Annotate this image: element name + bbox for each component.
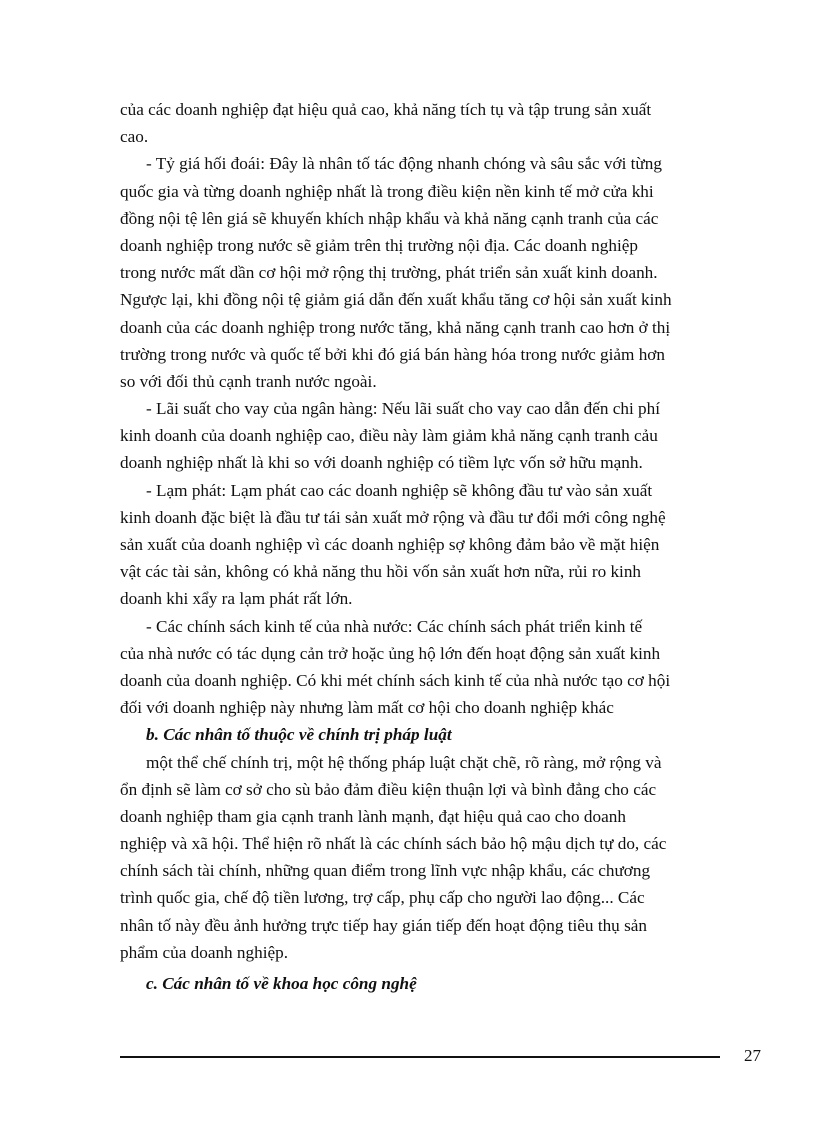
body-line: doanh khi xẩy ra lạm phát rất lớn. [120, 589, 353, 609]
body-line: - Lạm phát: Lạm phát cao các doanh nghiệp sẽ không đầu tư vào sản xuất [146, 480, 653, 500]
body-line: - Lãi suất cho vay của ngân hàng: Nếu lãi suất cho vay cao dẫn đến chi phí [146, 399, 661, 419]
body-line: trình quốc gia, chế độ tiền lương, trợ cấp, phụ cấp cho người lao động... Các [120, 888, 645, 908]
document-body [120, 96, 742, 997]
body-line: doanh nghiệp trong nước sẽ giảm trên thị trường nội địa. Các doanh nghiệp [120, 235, 638, 255]
body-line: so với đối thủ cạnh tranh nước ngoài. [120, 371, 377, 391]
body-line: doanh nghiệp nhất là khi so với doanh nghiệp có tiềm lực vốn sở hữu mạnh. [120, 453, 643, 473]
footer-divider [120, 1056, 720, 1058]
body-line: - Các chính sách kinh tế của nhà nước: Các chính sách phát triển kinh tế [146, 616, 643, 636]
body-line: của các doanh nghiệp đạt hiệu quả cao, khả năng tích tụ và tập trung sản xuất [120, 100, 652, 119]
body-line: kinh doanh của doanh nghiệp cao, điều này làm giảm khả năng cạnh tranh cảu [120, 426, 658, 446]
body-line: doanh nghiệp tham gia cạnh tranh lành mạnh, đạt hiệu quả cao cho doanh [120, 806, 626, 826]
body-line: cao. [120, 127, 149, 147]
body-line: Ngược lại, khi đồng nội tệ giảm giá dẫn đến xuất khẩu tăng cơ hội sản xuất kinh [120, 290, 672, 310]
body-line: trường trong nước và quốc tế bởi khi đó giá bán hàng hóa trong nước giảm hơn [120, 344, 665, 364]
body-line: doanh của doanh nghiệp. Có khi mét chính sách kinh tế của nhà nước tạo cơ hội [120, 670, 671, 690]
body-line: phẩm của doanh nghiệp. [120, 942, 289, 962]
section-heading-c: c. Các nhân tố về khoa học công nghệ [146, 974, 417, 993]
body-line: nhân tố này đều ảnh hưởng trực tiếp hay gián tiếp đến hoạt động tiêu thụ sản [120, 915, 647, 935]
body-line: đối với doanh nghiệp này nhưng làm mất cơ hội cho doanh nghiệp khác [120, 698, 614, 718]
body-line: kinh doanh đặc biệt là đầu tư tái sản xuất mở rộng và đầu tư đổi mới công nghệ [120, 507, 666, 527]
section-heading-b: b. Các nhân tố thuộc về chính trị pháp luật [146, 725, 452, 745]
body-line: chính sách tài chính, những quan điểm trong lĩnh vực nhập khẩu, các chương [120, 861, 651, 881]
body-line: vật các tài sản, không có khả năng thu hồi vốn sản xuất hơn nữa, rủi ro kinh [120, 562, 642, 582]
body-line: của nhà nước có tác dụng cản trở hoặc ủng hộ lớn đến hoạt động sản xuất kinh [120, 643, 661, 663]
page-number: 27 [744, 1046, 761, 1065]
body-line: quốc gia và từng doanh nghiệp nhất là trong điều kiện nền kinh tế mở cửa khi [120, 181, 654, 201]
body-line: sản xuất của doanh nghiệp vì các doanh nghiệp sợ không đảm bảo về mặt hiện [120, 535, 660, 554]
body-line: - Tỷ giá hối đoái: Đây là nhân tố tác động nhanh chóng và sâu sắc với từng [146, 154, 662, 174]
body-line: ổn định sẽ làm cơ sở cho sù bảo đảm điều kiện thuận lợi và bình đẳng cho các [120, 779, 657, 799]
body-line: nghiệp và xã hội. Thể hiện rõ nhất là các chính sách bảo hộ mậu dịch tự do, các [120, 834, 667, 854]
body-line: một thể chế chính trị, một hệ thống pháp luật chặt chẽ, rõ ràng, mở rộng và [146, 752, 662, 772]
body-line: đồng nội tệ lên giá sẽ khuyến khích nhập khẩu và khả năng cạnh tranh của các [120, 208, 659, 228]
body-line: doanh của các doanh nghiệp trong nước tăng, khả năng cạnh tranh cao hơn ở thị [120, 317, 671, 337]
body-line: trong nước mất dần cơ hội mở rộng thị trường, phát triển sản xuất kinh doanh. [120, 263, 658, 283]
